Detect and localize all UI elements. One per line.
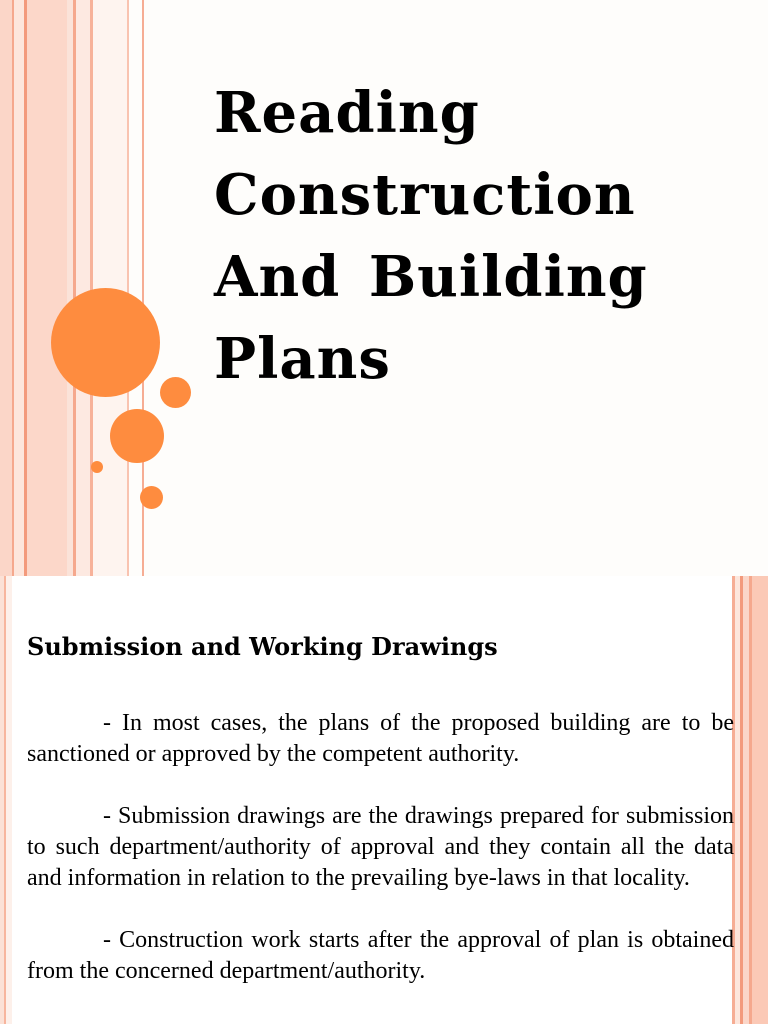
paragraph-2: - Submission drawings are the drawings prepared for submission to such department/authority of approval and they contain all the data and information in relation to the prevailing bye-laws in that locality.: [27, 803, 734, 891]
title-line-3: And Building: [214, 244, 648, 310]
title-line-1: Reading: [214, 80, 480, 146]
dot-circle-icon: [140, 486, 163, 509]
content-slide: [0, 576, 768, 1024]
decorative-stripes: [0, 0, 150, 576]
right-edge-stripes: [732, 576, 768, 1024]
medium-circle-icon: [110, 409, 164, 463]
title-line-2: Construction: [214, 162, 636, 228]
large-circle-icon: [51, 288, 160, 397]
paragraph-1: - In most cases, the plans of the proposed building are to be sanctioned or approved by the competent authority.: [27, 710, 734, 767]
tiny-circle-icon: [91, 461, 103, 473]
left-edge-stripes: [0, 576, 12, 1024]
slide-title: [214, 72, 754, 400]
small-circle-icon: [160, 377, 191, 408]
title-line-4: Plans: [214, 326, 391, 392]
paragraph-3: - Construction work starts after the approval of plan is obtained from the concerned department/authority.: [27, 927, 734, 984]
body-text: [27, 708, 734, 1018]
section-heading: Submission and Working Drawings: [27, 632, 498, 661]
